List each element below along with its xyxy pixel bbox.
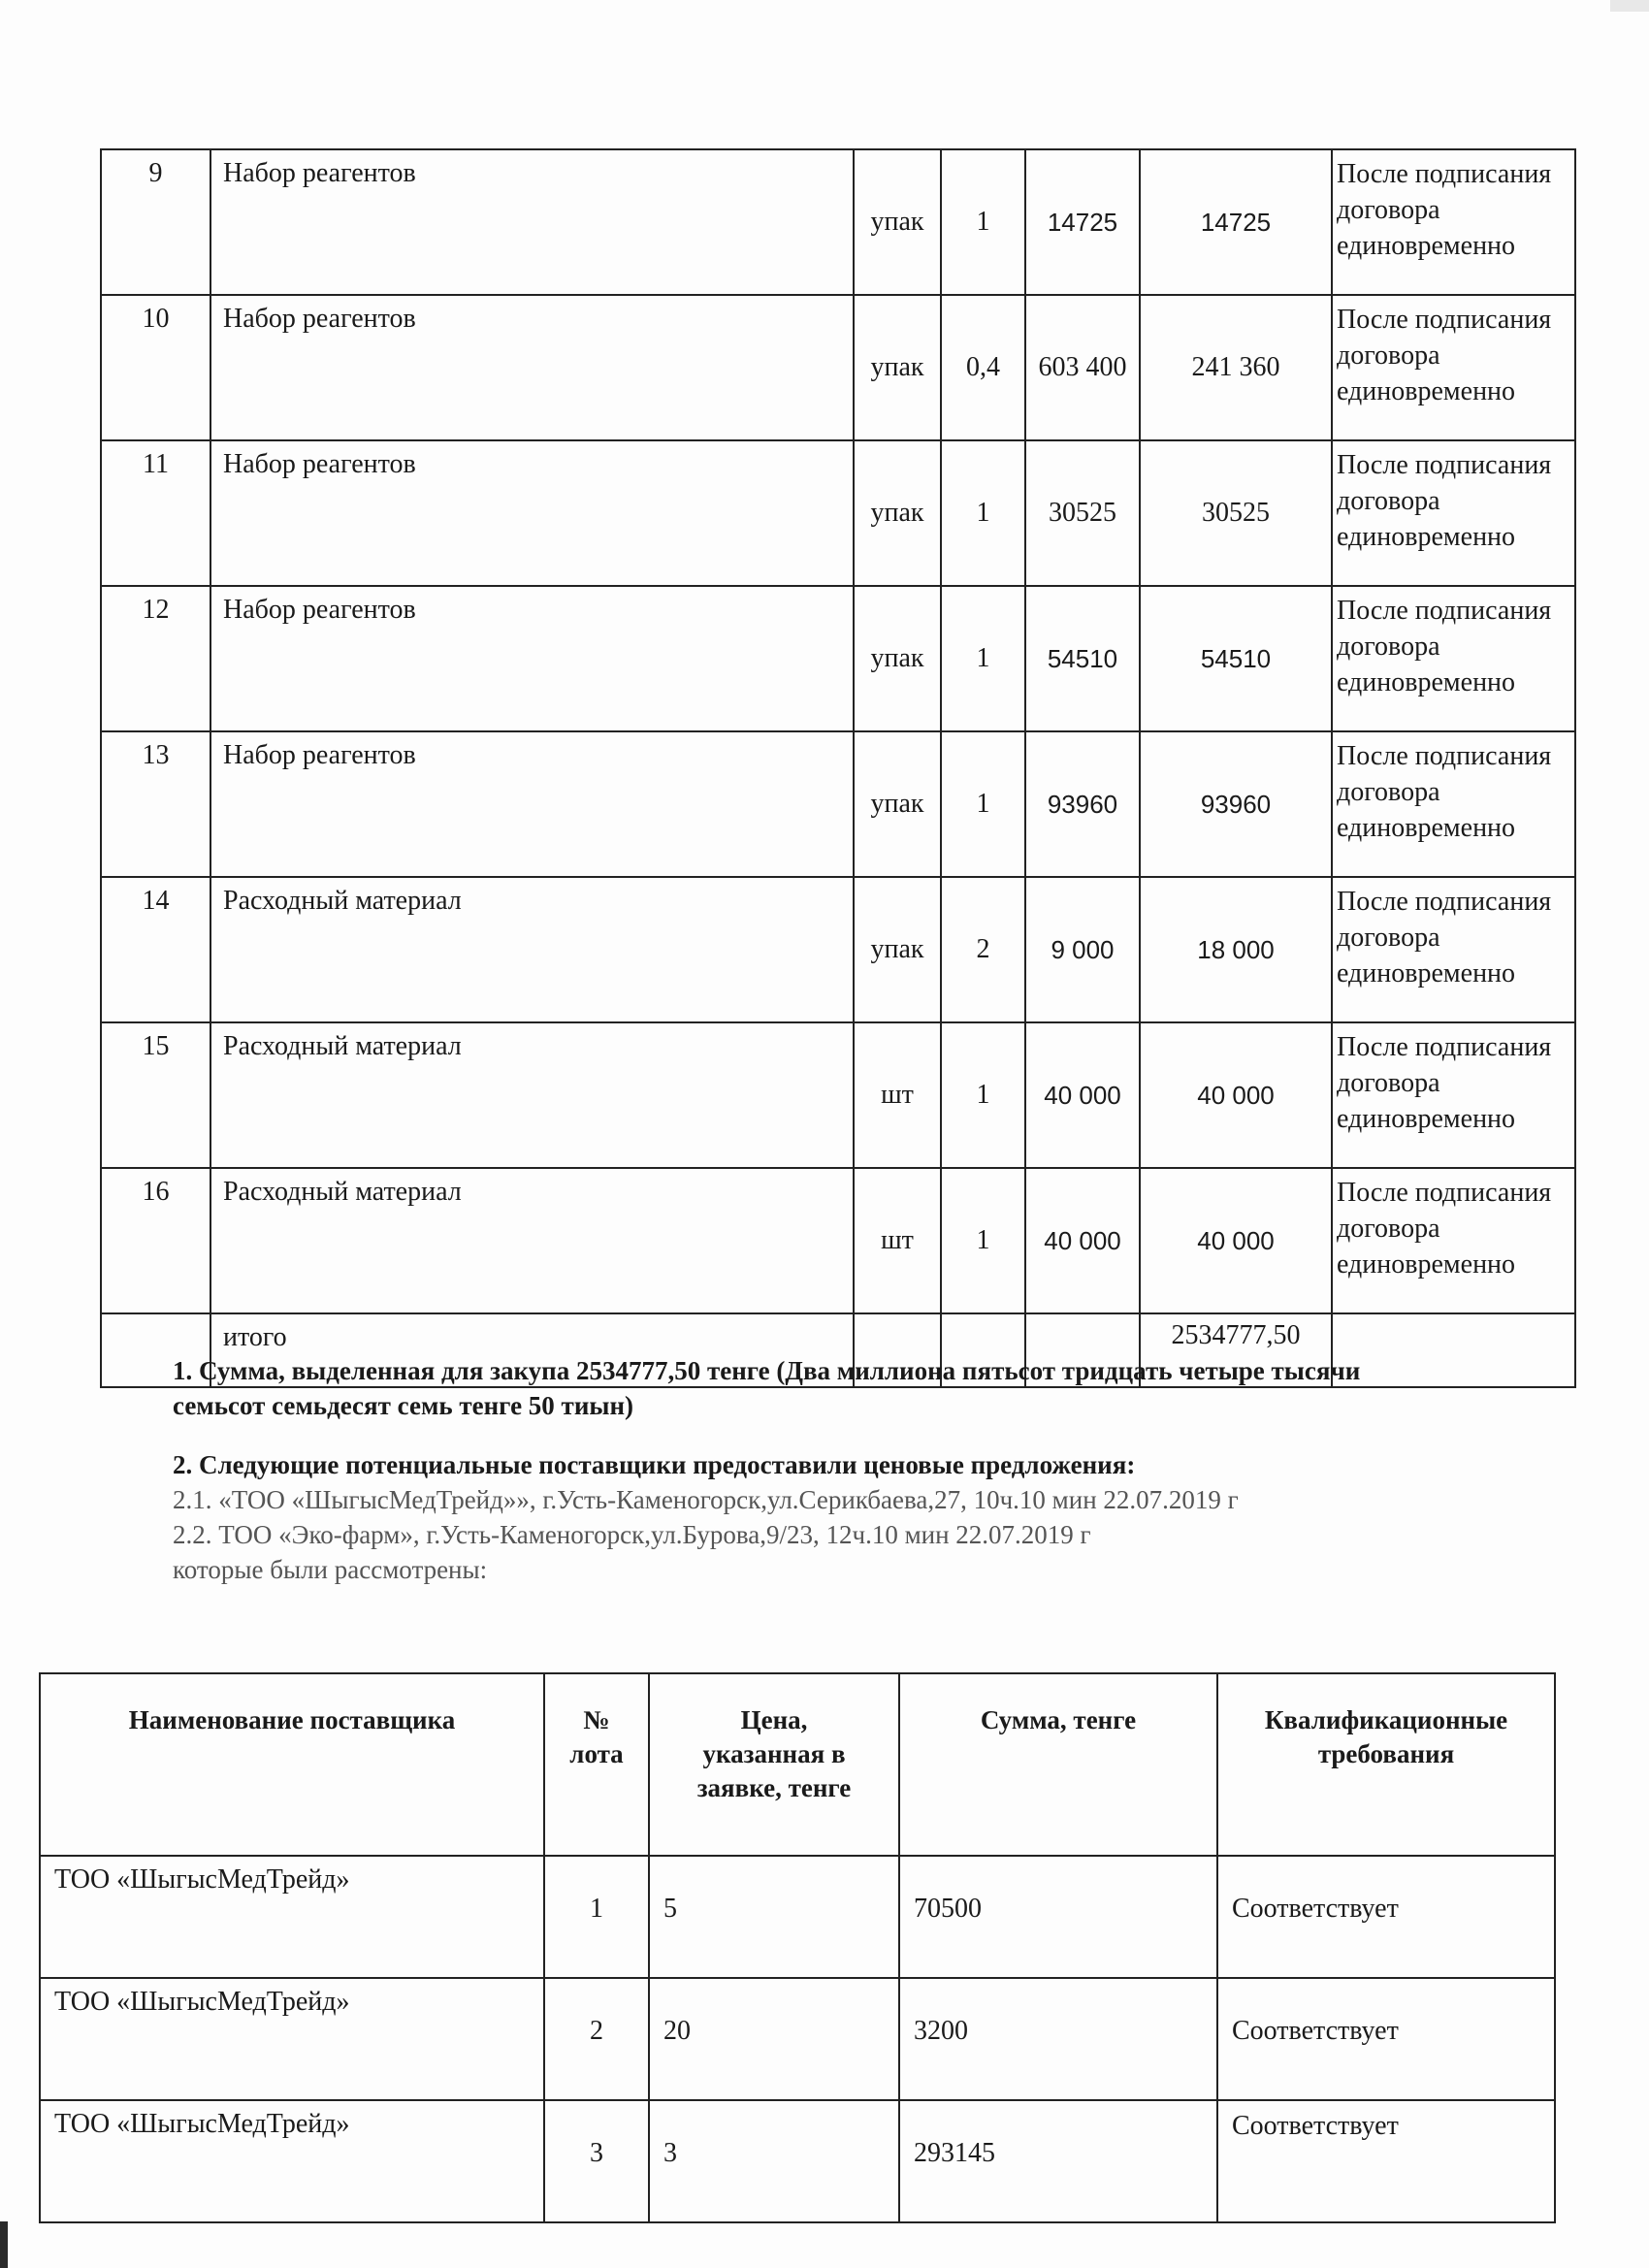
supplier-sum: 3200 bbox=[899, 1978, 1217, 2100]
item-price: 93960 bbox=[1025, 731, 1140, 877]
supplier-row bbox=[40, 1856, 1555, 1978]
item-unit: шт bbox=[854, 1022, 941, 1168]
item-price: 9 000 bbox=[1025, 877, 1140, 1022]
item-row bbox=[101, 877, 1575, 1022]
header-req-line: Квалификационные bbox=[1264, 1705, 1508, 1734]
allocated-sum-line-1: 1. Сумма, выделенная для закупа 2534777,50 тенге (Два миллиона пятьсот тридцать четыре тысячи bbox=[173, 1356, 1361, 1385]
item-row bbox=[101, 295, 1575, 440]
item-price: 30525 bbox=[1025, 440, 1140, 586]
item-row bbox=[101, 1168, 1575, 1313]
item-row bbox=[101, 149, 1575, 295]
supplier-sum: 293145 bbox=[899, 2100, 1217, 2222]
item-sum: 14725 bbox=[1140, 149, 1332, 295]
supplier-lot: 2 bbox=[544, 1978, 649, 2100]
terms-line: После подписания bbox=[1337, 1178, 1552, 1208]
terms-line: После подписания bbox=[1337, 450, 1552, 480]
item-number: 12 bbox=[101, 586, 210, 731]
total-label: итого bbox=[210, 1313, 854, 1387]
terms-line: договора bbox=[1337, 632, 1440, 662]
terms-line: единовременно bbox=[1337, 522, 1516, 552]
items-table-body bbox=[101, 149, 1575, 1387]
item-quantity: 1 bbox=[941, 149, 1025, 295]
item-unit: упак bbox=[854, 731, 941, 877]
item-unit: упак bbox=[854, 295, 941, 440]
suppliers-table bbox=[39, 1672, 1556, 2223]
supplier-requirements: Соответствует bbox=[1217, 1978, 1555, 2100]
supplier-name: ТОО «ШыгысМедТрейд» bbox=[40, 1856, 544, 1978]
item-quantity: 1 bbox=[941, 1168, 1025, 1313]
allocated-sum-paragraph bbox=[173, 1353, 1569, 1423]
item-sum: 40 000 bbox=[1140, 1168, 1332, 1313]
item-price: 603 400 bbox=[1025, 295, 1140, 440]
supplier-row bbox=[40, 2100, 1555, 2222]
terms-line: единовременно bbox=[1337, 958, 1516, 988]
item-unit: упак bbox=[854, 586, 941, 731]
item-payment-terms bbox=[1332, 1168, 1575, 1313]
allocated-sum-line-2: семьсот семьдесят семь тенге 50 тиын) bbox=[173, 1391, 634, 1420]
item-name: Расходный материал bbox=[210, 1022, 854, 1168]
item-price: 14725 bbox=[1025, 149, 1140, 295]
item-unit: упак bbox=[854, 877, 941, 1022]
item-name: Набор реагентов bbox=[210, 295, 854, 440]
terms-line: единовременно bbox=[1337, 813, 1516, 843]
header-lot-line: лота bbox=[569, 1739, 624, 1768]
item-quantity: 1 bbox=[941, 440, 1025, 586]
item-number: 11 bbox=[101, 440, 210, 586]
supplier-sum: 70500 bbox=[899, 1856, 1217, 1978]
item-price: 40 000 bbox=[1025, 1168, 1140, 1313]
supplier-requirements: Соответствует bbox=[1217, 1856, 1555, 1978]
item-payment-terms bbox=[1332, 149, 1575, 295]
item-sum: 30525 bbox=[1140, 440, 1332, 586]
item-quantity: 2 bbox=[941, 877, 1025, 1022]
item-unit: упак bbox=[854, 440, 941, 586]
header-price-line: Цена, bbox=[740, 1705, 808, 1734]
header-price-line: заявке, тенге bbox=[696, 1773, 852, 1802]
item-row bbox=[101, 731, 1575, 877]
item-payment-terms bbox=[1332, 731, 1575, 877]
supplier-price: 3 bbox=[649, 2100, 899, 2222]
item-quantity: 1 bbox=[941, 731, 1025, 877]
terms-line: договора bbox=[1337, 195, 1440, 225]
header-requirements bbox=[1217, 1673, 1555, 1856]
terms-line: единовременно bbox=[1337, 1104, 1516, 1134]
terms-line: единовременно bbox=[1337, 1249, 1516, 1280]
item-row bbox=[101, 586, 1575, 731]
item-quantity: 0,4 bbox=[941, 295, 1025, 440]
item-price: 40 000 bbox=[1025, 1022, 1140, 1168]
item-sum: 18 000 bbox=[1140, 877, 1332, 1022]
item-name: Набор реагентов bbox=[210, 586, 854, 731]
item-number: 10 bbox=[101, 295, 210, 440]
suppliers-paragraph bbox=[173, 1447, 1569, 1587]
terms-line: единовременно bbox=[1337, 231, 1516, 261]
item-payment-terms bbox=[1332, 1022, 1575, 1168]
terms-line: единовременно bbox=[1337, 376, 1516, 406]
scan-corner-mark bbox=[1610, 0, 1649, 12]
item-payment-terms bbox=[1332, 586, 1575, 731]
total-value: 2534777,50 bbox=[1140, 1313, 1332, 1387]
item-quantity: 1 bbox=[941, 1022, 1025, 1168]
header-price-line: указанная в bbox=[702, 1739, 846, 1768]
item-name: Набор реагентов bbox=[210, 440, 854, 586]
terms-line: После подписания bbox=[1337, 596, 1552, 626]
terms-line: договора bbox=[1337, 923, 1440, 953]
terms-line: После подписания bbox=[1337, 887, 1552, 917]
item-sum: 93960 bbox=[1140, 731, 1332, 877]
supplier-lot: 1 bbox=[544, 1856, 649, 1978]
supplier-lot: 3 bbox=[544, 2100, 649, 2222]
supplier-line-1: 2.1. «ТОО «ШыгысМедТрейд»», г.Усть-Каменогорск,ул.Серикбаева,27, 10ч.10 мин 22.07.2019 г bbox=[173, 1485, 1239, 1514]
items-table bbox=[100, 148, 1576, 1388]
item-number: 13 bbox=[101, 731, 210, 877]
item-quantity: 1 bbox=[941, 586, 1025, 731]
header-supplier-name: Наименование поставщика bbox=[40, 1673, 544, 1856]
item-name: Набор реагентов bbox=[210, 149, 854, 295]
terms-line: После подписания bbox=[1337, 741, 1552, 771]
supplier-name: ТОО «ШыгысМедТрейд» bbox=[40, 2100, 544, 2222]
item-number: 15 bbox=[101, 1022, 210, 1168]
item-payment-terms bbox=[1332, 877, 1575, 1022]
item-sum: 40 000 bbox=[1140, 1022, 1332, 1168]
item-name: Набор реагентов bbox=[210, 731, 854, 877]
item-payment-terms bbox=[1332, 440, 1575, 586]
terms-line: договора bbox=[1337, 486, 1440, 516]
terms-line: После подписания bbox=[1337, 1032, 1552, 1062]
header-lot bbox=[544, 1673, 649, 1856]
item-number: 9 bbox=[101, 149, 210, 295]
item-name: Расходный материал bbox=[210, 1168, 854, 1313]
header-price bbox=[649, 1673, 899, 1856]
terms-line: договора bbox=[1337, 1068, 1440, 1098]
item-unit: шт bbox=[854, 1168, 941, 1313]
supplier-row bbox=[40, 1978, 1555, 2100]
supplier-line-2: 2.2. ТОО «Эко-фарм», г.Усть-Каменогорск,ул.Бурова,9/23, 12ч.10 мин 22.07.2019 г bbox=[173, 1520, 1091, 1549]
item-name: Расходный материал bbox=[210, 877, 854, 1022]
suppliers-header-row bbox=[40, 1673, 1555, 1856]
item-row bbox=[101, 440, 1575, 586]
reviewed-line: которые были рассмотрены: bbox=[173, 1555, 488, 1584]
header-lot-line: № bbox=[583, 1705, 610, 1734]
terms-line: договора bbox=[1337, 340, 1440, 371]
item-payment-terms bbox=[1332, 295, 1575, 440]
item-number: 16 bbox=[101, 1168, 210, 1313]
supplier-name: ТОО «ШыгысМедТрейд» bbox=[40, 1978, 544, 2100]
item-unit: упак bbox=[854, 149, 941, 295]
terms-line: единовременно bbox=[1337, 667, 1516, 697]
header-sum: Сумма, тенге bbox=[899, 1673, 1217, 1856]
scan-edge-mark bbox=[0, 2221, 8, 2268]
terms-line: После подписания bbox=[1337, 305, 1552, 335]
item-price: 54510 bbox=[1025, 586, 1140, 731]
header-req-line: требования bbox=[1317, 1739, 1455, 1768]
suppliers-table-body bbox=[40, 1856, 1555, 2222]
item-sum: 54510 bbox=[1140, 586, 1332, 731]
terms-line: договора bbox=[1337, 777, 1440, 807]
item-sum: 241 360 bbox=[1140, 295, 1332, 440]
suppliers-heading: 2. Следующие потенциальные поставщики предоставили ценовые предложения: bbox=[173, 1450, 1136, 1479]
terms-line: договора bbox=[1337, 1214, 1440, 1244]
supplier-price: 20 bbox=[649, 1978, 899, 2100]
item-number: 14 bbox=[101, 877, 210, 1022]
terms-line: После подписания bbox=[1337, 159, 1552, 189]
item-row bbox=[101, 1022, 1575, 1168]
supplier-price: 5 bbox=[649, 1856, 899, 1978]
supplier-requirements: Соответствует bbox=[1217, 2100, 1555, 2222]
